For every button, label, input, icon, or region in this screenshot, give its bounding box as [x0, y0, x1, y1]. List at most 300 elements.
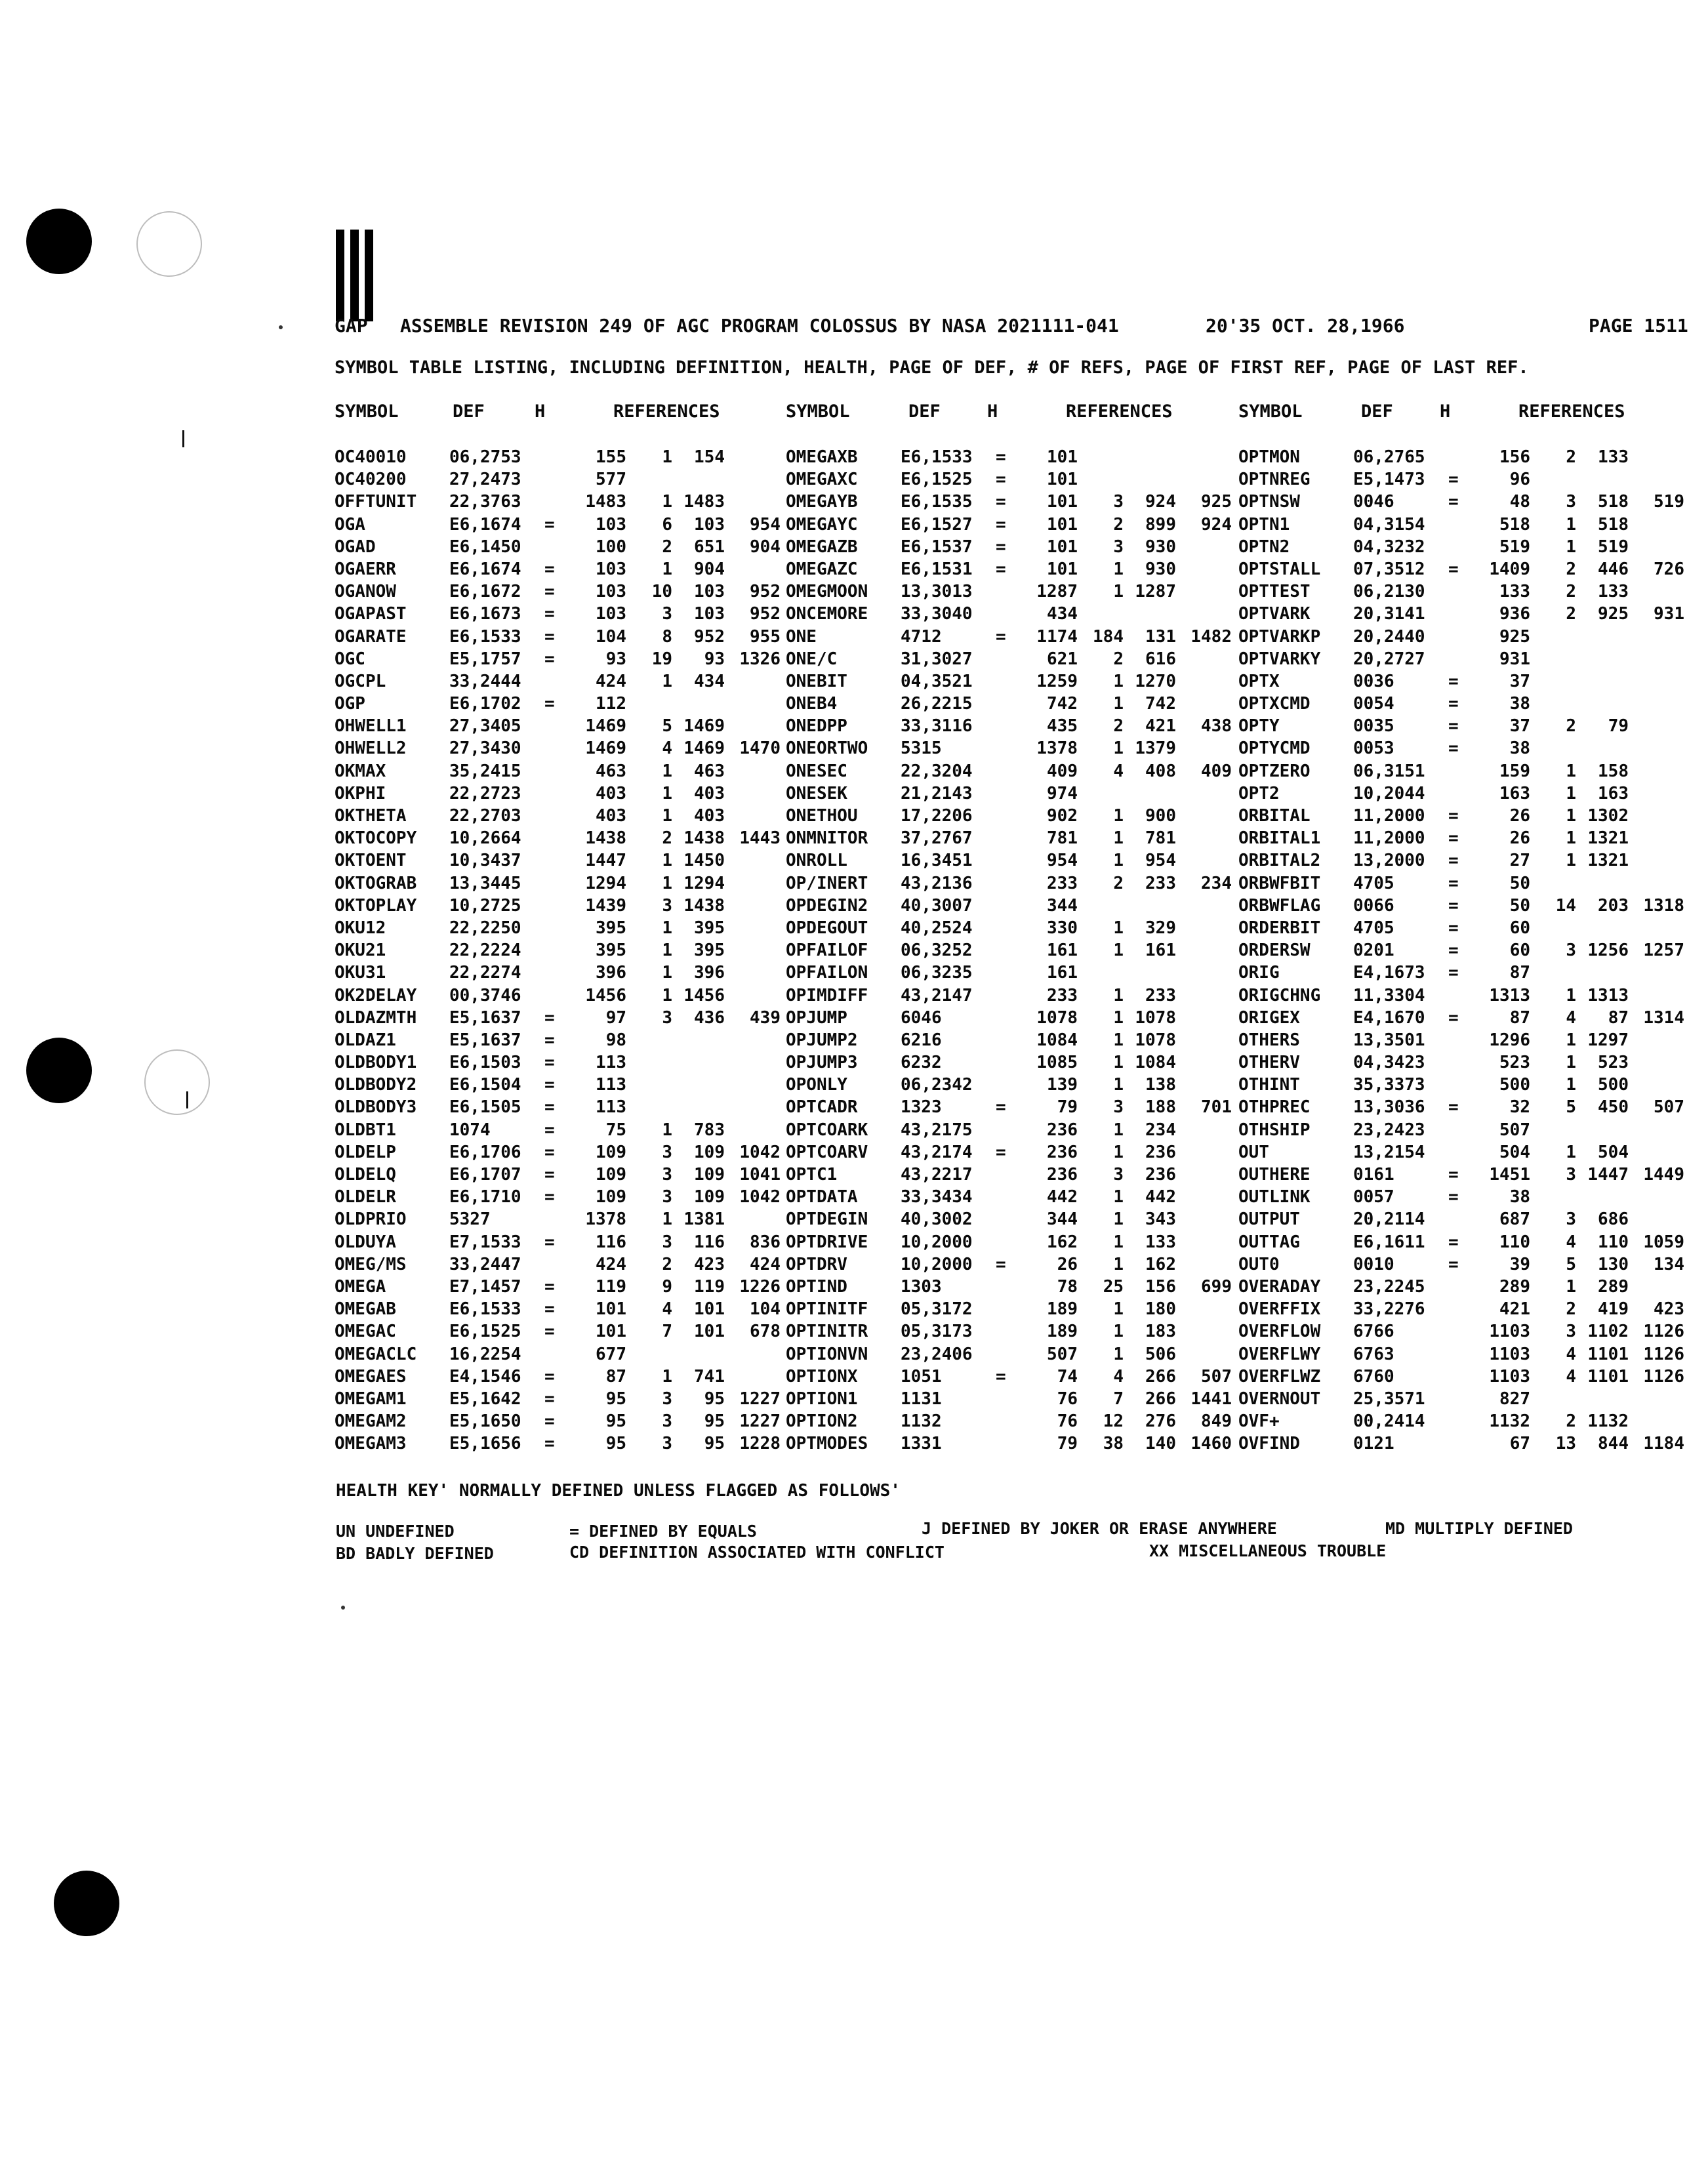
first-ref-cell: 1101: [1587, 1366, 1629, 1387]
first-ref-cell: 236: [1145, 1165, 1176, 1185]
def-page-cell: 1438: [585, 828, 626, 849]
ref-count-cell: 1: [662, 806, 672, 826]
ref-count-cell: 38: [1103, 1434, 1124, 1454]
def-cell: 43,2174: [901, 1142, 973, 1162]
def-cell: 1331: [901, 1434, 942, 1454]
def-page-cell: 1313: [1489, 985, 1530, 1005]
symbol-cell: OMEGAYB: [786, 492, 858, 512]
def-page-cell: 103: [596, 582, 626, 602]
symbol-cell: OUTLINK: [1238, 1187, 1311, 1207]
last-ref-cell: 507: [1654, 1097, 1684, 1118]
def-cell: 0053: [1353, 739, 1394, 759]
health-cell: =: [1448, 941, 1459, 961]
first-ref-cell: 289: [1598, 1276, 1629, 1297]
colhead-def: DEF: [1361, 401, 1393, 422]
def-page-cell: 113: [596, 1097, 626, 1118]
health-cell: =: [544, 1232, 555, 1252]
def-cell: E6,1707: [449, 1165, 521, 1185]
def-cell: 6046: [901, 1007, 942, 1028]
table-row: [335, 1186, 781, 1208]
ref-count-cell: 3: [1566, 941, 1576, 961]
def-page-cell: 395: [596, 918, 626, 938]
ref-count-cell: 3: [662, 1187, 672, 1207]
table-row: [335, 1366, 781, 1388]
symbol-cell: OVERFLWY: [1238, 1344, 1321, 1364]
punch-hole-top: [26, 209, 92, 274]
def-cell: 0121: [1353, 1434, 1394, 1454]
colhead-references: REFERENCES: [613, 401, 720, 422]
symbol-cell: ORBITAL1: [1238, 828, 1321, 849]
table-row: [786, 1276, 1232, 1298]
margin-mark: [182, 430, 184, 447]
last-ref-cell: 1314: [1643, 1007, 1684, 1028]
first-ref-cell: 163: [1598, 783, 1629, 803]
def-cell: 11,2000: [1353, 806, 1425, 826]
def-page-cell: 1483: [585, 492, 626, 512]
ref-count-cell: 25: [1103, 1276, 1124, 1297]
health-cell: =: [996, 492, 1006, 512]
health-cell: =: [544, 1030, 555, 1050]
first-ref-cell: 1438: [683, 828, 725, 849]
def-page-cell: 26: [1057, 1254, 1078, 1274]
def-cell: 21,2143: [901, 783, 973, 803]
def-page-cell: 37: [1509, 671, 1530, 691]
symbol-cell: OKTHETA: [335, 806, 407, 826]
health-cell: =: [544, 1007, 555, 1028]
colhead-symbol: SYMBOL: [335, 401, 399, 422]
ref-count-cell: 2: [662, 537, 672, 557]
health-cell: =: [544, 1075, 555, 1095]
health-cell: =: [544, 1322, 555, 1342]
table-row: [335, 737, 781, 760]
first-ref-cell: 103: [694, 514, 725, 535]
def-cell: 10,2000: [901, 1232, 973, 1252]
first-ref-cell: 133: [1598, 447, 1629, 467]
last-ref-cell: 1318: [1643, 895, 1684, 916]
def-page-cell: 442: [1047, 1187, 1078, 1207]
health-cell: =: [1448, 918, 1459, 938]
def-page-cell: 116: [596, 1232, 626, 1252]
def-page-cell: 87: [1509, 963, 1530, 983]
table-row: [786, 648, 1232, 670]
symbol-cell: OPTCADR: [786, 1097, 858, 1118]
symbol-cell: OPFAILOF: [786, 941, 868, 961]
ref-count-cell: 4: [662, 739, 672, 759]
first-ref-cell: 395: [694, 941, 725, 961]
def-cell: 27,3405: [449, 716, 521, 737]
first-ref-cell: 95: [704, 1434, 725, 1454]
first-ref-cell: 518: [1598, 514, 1629, 535]
symbol-cell: OPDEGOUT: [786, 918, 868, 938]
ref-count-cell: 2: [1113, 873, 1124, 893]
symbol-cell: OPTVARKY: [1238, 649, 1321, 669]
symbol-cell: OPTY: [1238, 716, 1280, 737]
def-cell: 10,2664: [449, 828, 521, 849]
def-cell: E5,1637: [449, 1007, 521, 1028]
table-row: [1238, 984, 1698, 1007]
listing-header: [335, 315, 1699, 341]
def-cell: E7,1457: [449, 1276, 521, 1297]
symbol-cell: OGAD: [335, 537, 376, 557]
def-page-cell: 236: [1047, 1165, 1078, 1185]
def-cell: 0010: [1353, 1254, 1394, 1274]
first-ref-cell: 1302: [1587, 806, 1629, 826]
symbol-cell: OPTIONX: [786, 1366, 858, 1387]
table-row: [786, 1051, 1232, 1074]
table-row: [1238, 849, 1698, 872]
def-page-cell: 155: [596, 447, 626, 467]
symbol-cell: ONEB4: [786, 694, 838, 714]
health-cell: =: [544, 514, 555, 535]
first-ref-cell: 109: [694, 1187, 725, 1207]
def-page-cell: 95: [605, 1434, 626, 1454]
colhead-def: DEF: [453, 401, 485, 422]
health-cell: =: [1448, 559, 1459, 579]
def-page-cell: 435: [1047, 716, 1078, 737]
def-page-cell: 95: [605, 1389, 626, 1409]
table-row: [1238, 1096, 1698, 1118]
symbol-cell: OPTN2: [1238, 537, 1290, 557]
first-ref-cell: 434: [694, 671, 725, 691]
ref-count-cell: 1: [662, 873, 672, 893]
table-row: [786, 782, 1232, 805]
def-page-cell: 1456: [585, 985, 626, 1005]
symbol-cell: OTHERS: [1238, 1030, 1300, 1050]
first-ref-cell: 156: [1145, 1276, 1176, 1297]
ref-count-cell: 1: [1113, 1322, 1124, 1342]
def-cell: 13,2154: [1353, 1142, 1425, 1162]
symbol-cell: OHWELL2: [335, 739, 407, 759]
last-ref-cell: 1042: [739, 1187, 781, 1207]
table-row: [1238, 1253, 1698, 1276]
symbol-cell: OLDELQ: [335, 1165, 396, 1185]
symbol-cell: OK2DELAY: [335, 985, 417, 1005]
def-page-cell: 109: [596, 1165, 626, 1185]
def-cell: 1323: [901, 1097, 942, 1118]
table-row: [786, 1141, 1232, 1164]
def-page-cell: 60: [1509, 941, 1530, 961]
symbol-cell: OKU12: [335, 918, 386, 938]
def-cell: 0054: [1353, 694, 1394, 714]
def-cell: 5327: [449, 1209, 491, 1230]
last-ref-cell: 438: [1201, 716, 1232, 737]
def-cell: 10,2725: [449, 895, 521, 916]
ref-count-cell: 3: [1566, 1209, 1576, 1230]
table-row: [1238, 1410, 1698, 1432]
def-page-cell: 110: [1499, 1232, 1530, 1252]
def-page-cell: 507: [1499, 1120, 1530, 1140]
first-ref-cell: 109: [694, 1165, 725, 1185]
symbol-cell: OPTXCMD: [1238, 694, 1311, 714]
ref-count-cell: 3: [662, 1165, 672, 1185]
def-cell: E6,1503: [449, 1053, 521, 1073]
first-ref-cell: 419: [1598, 1299, 1629, 1320]
symbol-cell: ORBWFLAG: [1238, 895, 1321, 916]
last-ref-cell: 507: [1201, 1366, 1232, 1387]
punch-hole-bottom: [54, 1871, 119, 1936]
ref-count-cell: 2: [662, 1254, 672, 1274]
def-page-cell: 133: [1499, 582, 1530, 602]
table-row: [335, 1343, 781, 1366]
def-cell: 04,3423: [1353, 1053, 1425, 1073]
table-row: [786, 603, 1232, 625]
first-ref-cell: 403: [694, 783, 725, 803]
table-row: [1238, 648, 1698, 670]
def-cell: 43,2175: [901, 1120, 973, 1140]
first-ref-cell: 343: [1145, 1209, 1176, 1230]
health-cell: =: [544, 582, 555, 602]
first-ref-cell: 1297: [1587, 1030, 1629, 1050]
legend-equals: = DEFINED BY EQUALS: [569, 1522, 757, 1541]
symbol-cell: OPTNSW: [1238, 492, 1300, 512]
ref-count-cell: 1: [1566, 828, 1576, 849]
def-cell: E6,1533: [449, 1299, 521, 1320]
def-cell: 06,2765: [1353, 447, 1425, 467]
def-page-cell: 687: [1499, 1209, 1530, 1230]
ref-count-cell: 1: [662, 941, 672, 961]
def-cell: 33,2444: [449, 671, 521, 691]
ref-count-cell: 3: [662, 1434, 672, 1454]
ref-count-cell: 3: [662, 1142, 672, 1162]
last-ref-cell: 931: [1654, 604, 1684, 624]
symbol-cell: OMEGAM1: [335, 1389, 407, 1409]
table-row: [335, 648, 781, 670]
ref-count-cell: 1: [1113, 1053, 1124, 1073]
symbol-cell: OGP: [335, 694, 365, 714]
symbol-cell: OLDBODY3: [335, 1097, 417, 1118]
health-cell: =: [544, 604, 555, 624]
def-page-cell: 189: [1047, 1322, 1078, 1342]
symbol-cell: OMEGACLC: [335, 1344, 417, 1364]
def-page-cell: 236: [1047, 1142, 1078, 1162]
colhead-health: H: [987, 401, 998, 422]
table-row: [1238, 737, 1698, 760]
def-page-cell: 119: [596, 1276, 626, 1297]
def-page-cell: 101: [1047, 514, 1078, 535]
health-cell: =: [1448, 694, 1459, 714]
table-row: [786, 962, 1232, 984]
ref-count-cell: 3: [1566, 492, 1576, 512]
table-row: [1238, 805, 1698, 827]
table-row: [786, 1029, 1232, 1051]
first-ref-cell: 1450: [683, 851, 725, 871]
ref-count-cell: 184: [1093, 626, 1124, 647]
table-row: [335, 626, 781, 648]
table-row: [786, 1388, 1232, 1410]
symbol-cell: OPTIONVN: [786, 1344, 868, 1364]
ref-count-cell: 8: [662, 626, 672, 647]
def-page-cell: 1378: [585, 1209, 626, 1230]
def-cell: 33,2447: [449, 1254, 521, 1274]
def-page-cell: 421: [1499, 1299, 1530, 1320]
ref-count-cell: 1: [1113, 1232, 1124, 1252]
def-cell: 23,2245: [1353, 1276, 1425, 1297]
def-cell: 10,2000: [901, 1254, 973, 1274]
table-row: [335, 917, 781, 939]
def-cell: 1051: [901, 1366, 942, 1387]
table-row: [1238, 760, 1698, 782]
margin-mark: [186, 1091, 188, 1108]
def-page-cell: 1259: [1036, 671, 1078, 691]
symbol-cell: OMEGAES: [335, 1366, 407, 1387]
table-row: [1238, 1029, 1698, 1051]
symbol-cell: ONESEC: [786, 761, 847, 781]
def-page-cell: 974: [1047, 783, 1078, 803]
symbol-cell: OPT2: [1238, 783, 1280, 803]
def-cell: 11,2000: [1353, 828, 1425, 849]
def-page-cell: 38: [1509, 694, 1530, 714]
symbol-cell: ONCEMORE: [786, 604, 868, 624]
table-row: [1238, 827, 1698, 849]
table-row: [335, 895, 781, 917]
def-cell: 00,3746: [449, 985, 521, 1005]
def-page-cell: 395: [596, 941, 626, 961]
first-ref-cell: 236: [1145, 1142, 1176, 1162]
ref-count-cell: 4: [1566, 1344, 1576, 1364]
ref-count-cell: 1: [662, 1209, 672, 1230]
health-cell: =: [1448, 851, 1459, 871]
first-ref-cell: 518: [1598, 492, 1629, 512]
def-page-cell: 78: [1057, 1276, 1078, 1297]
def-page-cell: 103: [596, 604, 626, 624]
ref-count-cell: 1: [1566, 514, 1576, 535]
def-cell: 0036: [1353, 671, 1394, 691]
table-row: [335, 491, 781, 513]
table-row: [786, 536, 1232, 558]
def-page-cell: 96: [1509, 470, 1530, 490]
symbol-cell: OPTDRV: [786, 1254, 847, 1274]
health-cell: =: [996, 1097, 1006, 1118]
health-cell: =: [544, 1053, 555, 1073]
def-page-cell: 76: [1057, 1389, 1078, 1409]
last-ref-cell: 1257: [1643, 941, 1684, 961]
def-page-cell: 104: [596, 626, 626, 647]
def-page-cell: 103: [596, 514, 626, 535]
def-cell: 20,2114: [1353, 1209, 1425, 1230]
health-cell: =: [996, 447, 1006, 467]
def-cell: E6,1533: [449, 626, 521, 647]
symbol-cell: OTHPREC: [1238, 1097, 1311, 1118]
def-cell: E6,1531: [901, 559, 973, 579]
def-page-cell: 38: [1509, 739, 1530, 759]
symbol-cell: OPTC1: [786, 1165, 838, 1185]
table-row: [335, 1432, 781, 1455]
last-ref-cell: 699: [1201, 1276, 1232, 1297]
symbol-cell: ONESEK: [786, 783, 847, 803]
last-ref-cell: 924: [1201, 514, 1232, 535]
def-cell: 06,2753: [449, 447, 521, 467]
first-ref-cell: 1287: [1135, 582, 1176, 602]
def-cell: 20,2727: [1353, 649, 1425, 669]
health-cell: =: [544, 559, 555, 579]
ref-count-cell: 7: [1113, 1389, 1124, 1409]
ref-count-cell: 3: [1566, 1165, 1576, 1185]
symbol-cell: OUTHERE: [1238, 1165, 1311, 1185]
table-row: [1238, 626, 1698, 648]
def-page-cell: 98: [605, 1030, 626, 1050]
symbol-cell: OPTMON: [1238, 447, 1300, 467]
def-page-cell: 87: [605, 1366, 626, 1387]
def-cell: 6232: [901, 1053, 942, 1073]
first-ref-cell: 1469: [683, 716, 725, 737]
def-page-cell: 409: [1047, 761, 1078, 781]
first-ref-cell: 101: [694, 1299, 725, 1320]
first-ref-cell: 616: [1145, 649, 1176, 669]
table-row: [335, 1253, 781, 1276]
symbol-cell: OPTCOARV: [786, 1142, 868, 1162]
colhead-health: H: [535, 401, 546, 422]
health-cell: =: [544, 1299, 555, 1320]
symbol-cell: OPTDRIVE: [786, 1232, 868, 1252]
ref-count-cell: 1: [1113, 806, 1124, 826]
symbol-cell: OPTION1: [786, 1389, 858, 1409]
first-ref-cell: 101: [694, 1322, 725, 1342]
table-row: [786, 1007, 1232, 1029]
def-cell: E6,1673: [449, 604, 521, 624]
symbol-cell: OPTTEST: [1238, 582, 1311, 602]
table-row: [335, 1029, 781, 1051]
symbol-cell: OLDBODY2: [335, 1075, 417, 1095]
health-cell: =: [1448, 873, 1459, 893]
symbol-cell: OPTN1: [1238, 514, 1290, 535]
table-row: [786, 872, 1232, 895]
last-ref-cell: 1482: [1190, 626, 1232, 647]
symbol-cell: OKU21: [335, 941, 386, 961]
def-cell: E5,1473: [1353, 470, 1425, 490]
ref-count-cell: 5: [662, 716, 672, 737]
table-row: [786, 760, 1232, 782]
def-page-cell: 1078: [1036, 1007, 1078, 1028]
symbol-cell: OKPHI: [335, 783, 386, 803]
first-ref-cell: 116: [694, 1232, 725, 1252]
ref-count-cell: 2: [1566, 604, 1576, 624]
def-cell: 13,3013: [901, 582, 973, 602]
def-cell: E5,1656: [449, 1434, 521, 1454]
symbol-cell: OLDPRIO: [335, 1209, 407, 1230]
def-cell: 13,3036: [1353, 1097, 1425, 1118]
first-ref-cell: 1321: [1587, 828, 1629, 849]
symbol-cell: OMEGAB: [335, 1299, 396, 1320]
symbol-cell: OPJUMP3: [786, 1053, 858, 1073]
first-ref-cell: 930: [1145, 559, 1176, 579]
def-cell: E5,1642: [449, 1389, 521, 1409]
ref-count-cell: 1: [1113, 1209, 1124, 1230]
table-row: [1238, 1141, 1698, 1164]
table-row: [1238, 939, 1698, 962]
ref-count-cell: 1: [1113, 1344, 1124, 1364]
health-cell: =: [1448, 470, 1459, 490]
table-row: [1238, 670, 1698, 693]
symbol-cell: OGARATE: [335, 626, 407, 647]
first-ref-cell: 1321: [1587, 851, 1629, 871]
first-ref-cell: 180: [1145, 1299, 1176, 1320]
table-row: [1238, 558, 1698, 580]
health-cell: =: [544, 694, 555, 714]
ref-count-cell: 1: [1113, 1007, 1124, 1028]
symbol-cell: OGAPAST: [335, 604, 407, 624]
def-page-cell: 26: [1509, 806, 1530, 826]
health-cell: =: [544, 1142, 555, 1162]
first-ref-cell: 930: [1145, 537, 1176, 557]
def-cell: 07,3512: [1353, 559, 1425, 579]
def-cell: E6,1525: [449, 1322, 521, 1342]
def-cell: 0161: [1353, 1165, 1394, 1185]
symbol-cell: OKTOCOPY: [335, 828, 417, 849]
def-page-cell: 95: [605, 1411, 626, 1432]
first-ref-cell: 119: [694, 1276, 725, 1297]
def-cell: E5,1757: [449, 649, 521, 669]
symbol-cell: OGANOW: [335, 582, 396, 602]
